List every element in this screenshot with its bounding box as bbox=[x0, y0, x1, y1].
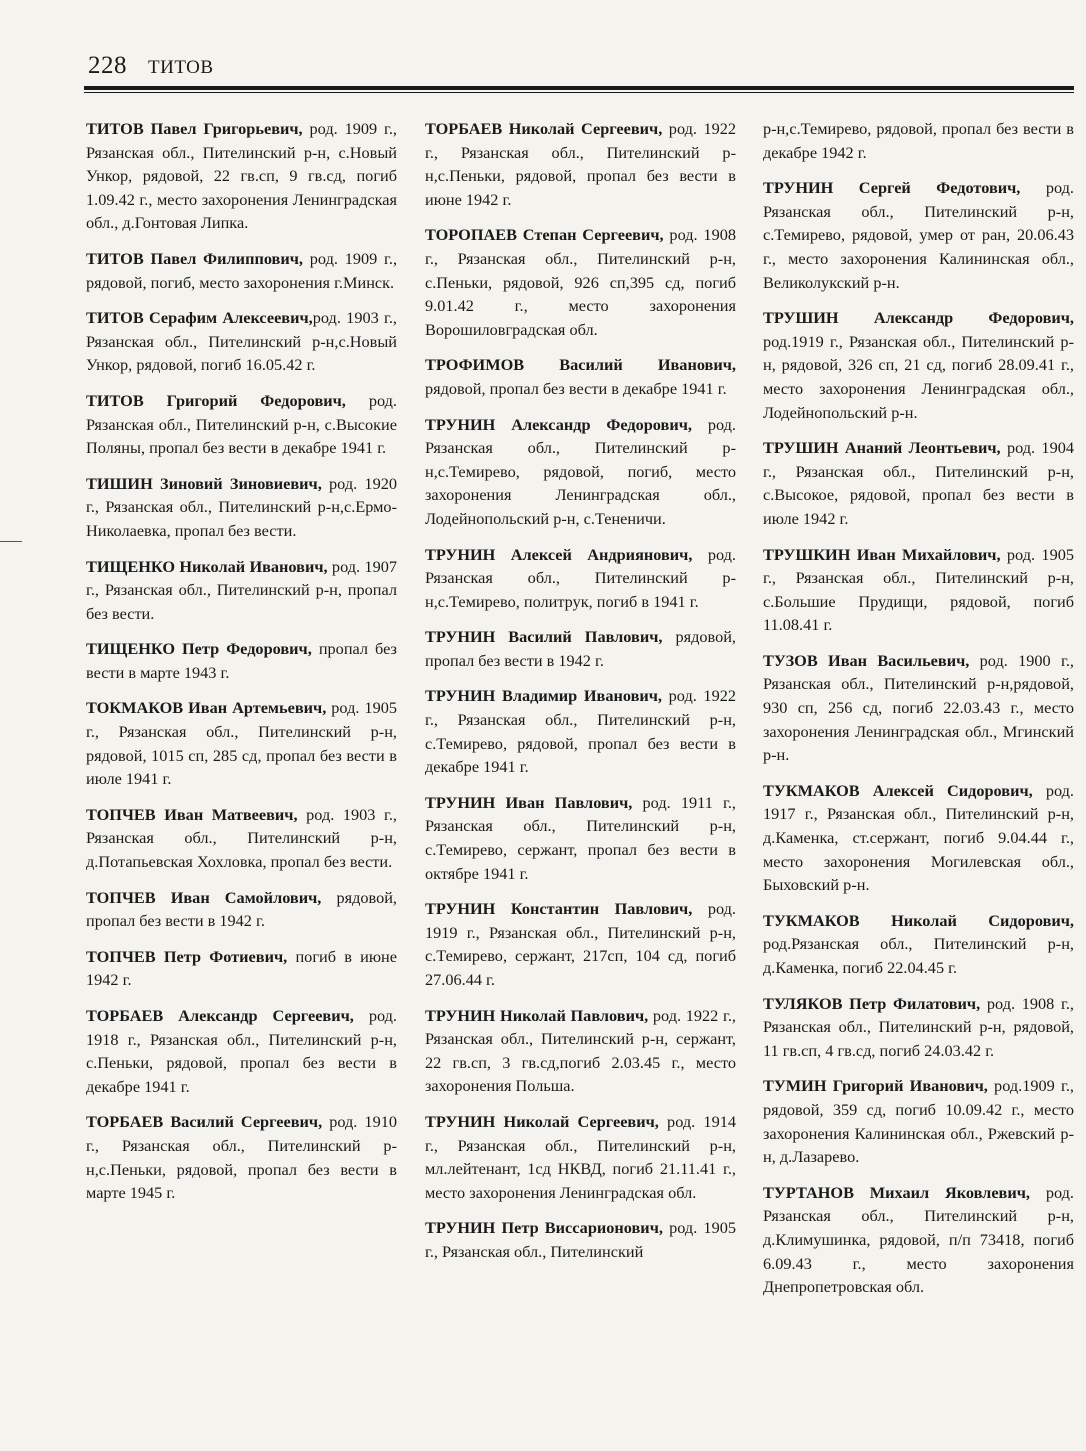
entry-name: ТРУНИН Николай Павлович, bbox=[425, 1005, 649, 1025]
entry bbox=[425, 353, 736, 400]
entry bbox=[763, 779, 1074, 897]
entry bbox=[86, 555, 397, 626]
entry bbox=[763, 992, 1074, 1063]
header-rule-thin bbox=[84, 92, 1074, 93]
entry-name: ТИТОВ Серафим Алексеевич, bbox=[86, 308, 313, 328]
entry-name: ТРУШИН Ананий Леонтьевич, bbox=[763, 438, 1001, 458]
entry bbox=[86, 886, 397, 933]
entry-name: ТИЩЕНКО Николай Иванович, bbox=[86, 556, 328, 576]
entry-name: ТРУНИН Владимир Иванович, bbox=[425, 686, 663, 706]
entry-text: род. 1914 г., Рязанская обл., Пителинский р-н, мл.лейтенант, 1сд НКВД, погиб 21.11.41 г., место захоронения Ленинградская обл. bbox=[425, 1111, 736, 1202]
entry bbox=[763, 117, 1074, 164]
entry-name: ТУКМАКОВ Николай Сидорович, bbox=[763, 910, 1074, 930]
entry bbox=[86, 306, 397, 377]
entry-name: ТУРТАНОВ Михаил Яковлевич, bbox=[763, 1182, 1030, 1202]
entry-text: род. 1903 г., Рязанская обл., Пителинский р-н, д.Потапьевская Хохловка, пропал без вести. bbox=[86, 804, 398, 872]
entry-name: ТИТОВ Павел Григорьевич, bbox=[86, 119, 303, 138]
entry-text: род. 1922 г., Рязанская обл., Пителинский р-н, сержант, 22 гв.сп, 3 гв.сд,погиб 2.03.45 г., место захоронения Польша. bbox=[425, 1005, 736, 1096]
entry bbox=[86, 1004, 397, 1098]
entry-name: ТРУНИН Иван Павлович, bbox=[425, 792, 633, 812]
entry-name: ТУКМАКОВ Алексей Сидорович, bbox=[763, 780, 1033, 800]
page-header bbox=[84, 52, 1072, 88]
entry bbox=[763, 306, 1074, 424]
entry bbox=[425, 791, 736, 885]
entry-text: род. 1917 г., Рязанская обл., Пителинский р-н, д.Каменка, ст.сержант, погиб 9.04.44 г., место захоронения Могилевская обл., Быховский р-н. bbox=[763, 780, 1074, 895]
entry bbox=[763, 436, 1074, 530]
entry bbox=[425, 1216, 736, 1263]
entry-name: ТОРБАЕВ Александр Сергеевич, bbox=[86, 1006, 354, 1025]
entry bbox=[425, 625, 736, 672]
entry bbox=[86, 945, 397, 992]
header-rule-thick bbox=[84, 86, 1074, 90]
entry-name: ТУМИН Григорий Иванович, bbox=[763, 1076, 988, 1096]
entry-name: ТУЛЯКОВ Петр Филатович, bbox=[763, 993, 981, 1013]
entry-name: ТРУНИН Василий Павлович, bbox=[425, 627, 663, 647]
entry bbox=[425, 413, 736, 531]
entry bbox=[425, 1110, 736, 1204]
entry-text: погиб в июне 1942 г. bbox=[86, 946, 397, 990]
entry-text: род. 1903 г., Рязанская обл., Пителинский р-н,с.Новый Ункор, рядовой, погиб 16.05.42 г. bbox=[86, 308, 397, 375]
entry-text: род. Рязанская обл., Пителинский р-н, д.Климушинка, рядовой, п/п 73418, погиб 6.09.43 г., место захоронения Днепропетровская обл. bbox=[763, 1182, 1074, 1297]
entry-text: род. 1909 г., Рязанская обл., Пителинский р-н, с.Новый Ункор, рядовой, 22 гв.сп, 9 гв.сд, погиб 1.09.42 г., место захоронения Ленинградская обл., д.Гонтовая Липка. bbox=[86, 119, 397, 233]
entry bbox=[425, 223, 736, 341]
entry bbox=[425, 117, 736, 211]
entry-text: род. 1920 г., Рязанская обл., Пителинский р-н,с.Ермо-Николаевка, пропал без вести. bbox=[86, 473, 397, 540]
entry-name: ТРУНИН Константин Павлович, bbox=[425, 899, 693, 919]
entry bbox=[425, 1004, 736, 1098]
entry-name: ТИШИН Зиновий Зиновиевич, bbox=[86, 473, 322, 493]
entry bbox=[763, 649, 1074, 767]
entry bbox=[86, 117, 397, 235]
margin-mark bbox=[0, 541, 22, 542]
entry-text: род. 1918 г., Рязанская обл., Пителинский р-н, с.Пеньки, рядовой, пропал без вести в декабре 1941 г. bbox=[86, 1006, 397, 1096]
entry-name: ТИТОВ Павел Филиппович, bbox=[86, 248, 303, 268]
entry-name: ТОПЧЕВ Иван Матвеевич, bbox=[86, 804, 298, 824]
entry-text: р-н,с.Темирево, рядовой, пропал без вести в декабре 1942 г. bbox=[763, 119, 1074, 162]
entry-name: ТРУШИН Александр Федорович, bbox=[763, 308, 1074, 328]
entry bbox=[86, 472, 397, 543]
entry-text: род.Рязанская обл., Пителинский р-н, д.Каменка, погиб 22.04.45 г. bbox=[763, 934, 1074, 977]
entry-text: род. 1919 г., Рязанская обл., Пителинский р-н, с.Темирево, сержант, 217сп, 104 сд, погиб 27.06.44 г. bbox=[425, 899, 736, 989]
entry bbox=[86, 247, 397, 294]
entry-name: ТРУНИН Александр Федорович, bbox=[425, 414, 692, 434]
entry-text: род. 1922 г., Рязанская обл., Пителинский р-н,с.Пеньки, рядовой, пропал без вести в июне 1942 г. bbox=[425, 119, 737, 209]
entry-name: ТИЩЕНКО Петр Федорович, bbox=[86, 639, 312, 659]
entry bbox=[763, 909, 1074, 980]
entry-name: ТРУНИН Петр Виссарионович, bbox=[425, 1218, 663, 1238]
entry bbox=[425, 897, 736, 991]
entry-text: род. Рязанская обл., Пителинский р-н,с.Темирево, рядовой, погиб, место захоронения Ленинградская обл., Лодейнопольский р-н, с.Тененичи. bbox=[425, 414, 736, 528]
entry-text: род. 1909 г., рядовой, погиб, место захоронения г.Минск. bbox=[86, 248, 398, 292]
entry bbox=[763, 176, 1074, 294]
entry-text: пропал без вести в марте 1943 г. bbox=[86, 639, 397, 682]
entry-name: ТРОФИМОВ Василий Иванович, bbox=[425, 355, 736, 375]
entry-text: рядовой, пропал без вести в 1942 г. bbox=[86, 887, 398, 931]
entry-text: род. 1922 г., Рязанская обл., Пителинский р-н, с.Темирево, рядовой, пропал без вести в декабре 1941 г. bbox=[425, 686, 736, 777]
running-head: ТИТОВ bbox=[148, 57, 214, 78]
entry-name: ТОПЧЕВ Петр Фотиевич, bbox=[86, 946, 288, 966]
entry-text: род. 1905 г., Рязанская обл., Пителинский bbox=[425, 1218, 736, 1261]
entry-name: ТОРОПАЕВ Степан Сергеевич, bbox=[425, 225, 664, 245]
column-2 bbox=[425, 117, 736, 1276]
entry-text: род. 1908 г., Рязанская обл., Пителинский р-н, рядовой, 11 гв.сп, 4 гв.сд, погиб 24.03.42 г. bbox=[763, 993, 1075, 1060]
entry-text: род. 1911 г., Рязанская обл., Пителинский р-н, с.Темирево, сержант, пропал без вести в октябре 1941 г. bbox=[425, 792, 736, 883]
column-1 bbox=[86, 117, 397, 1217]
entry-text: род. 1908 г., Рязанская обл., Пителинский р-н, с.Пеньки, рядовой, 926 сп,395 сд, погиб 9.01.42 г., место захоронения Ворошиловградская обл. bbox=[425, 225, 736, 339]
entry-name: ТРУНИН Алексей Андриянович, bbox=[425, 544, 693, 564]
entry-name: ТУЗОВ Иван Васильевич, bbox=[763, 650, 970, 670]
entry bbox=[86, 637, 397, 684]
entry bbox=[763, 1074, 1074, 1168]
entry-text: род. Рязанская обл., Пителинский р-н, с.Темирево, рядовой, умер от ран, 20.06.43 г., место захоронения Калининская обл., Великолукский р-н. bbox=[763, 178, 1074, 292]
entry-name: ТРУНИН Сергей Федотович, bbox=[763, 178, 1021, 198]
entry-text: род. 1910 г., Рязанская обл., Пителинский р-н,с.Пеньки, рядовой, пропал без вести в марте 1945 г. bbox=[86, 1112, 397, 1203]
entry bbox=[86, 803, 397, 874]
entry bbox=[86, 389, 397, 460]
entry-name: ТРУНИН Николай Сергеевич, bbox=[425, 1111, 659, 1131]
entry bbox=[425, 543, 736, 614]
entry-text: род. Рязанская обл., Пителинский р-н, с.Высокие Поляны, пропал без вести в декабре 1941 г. bbox=[86, 390, 397, 458]
entry-text: род. 1905 г., Рязанская обл., Пителинский р-н, с.Большие Прудищи, рядовой, погиб 11.08.41 г. bbox=[763, 544, 1074, 635]
entry-text: род. 1904 г., Рязанская обл., Пителинский р-н, с.Высокое, рядовой, пропал без вести в июле 1942 г. bbox=[763, 438, 1074, 528]
entry-text: род. 1905 г., Рязанская обл., Пителинский р-н, рядовой, 1015 сп, 285 сд, пропал без вести в июле 1941 г. bbox=[86, 698, 397, 789]
entry-name: ТОРБАЕВ Василий Сергеевич, bbox=[86, 1112, 323, 1132]
entry bbox=[763, 1181, 1074, 1299]
page-number: 228 bbox=[88, 52, 127, 79]
entry-name: ТОРБАЕВ Николай Сергеевич, bbox=[425, 119, 663, 138]
column-3 bbox=[763, 117, 1074, 1311]
entry bbox=[763, 543, 1074, 637]
entry bbox=[86, 696, 397, 790]
entry bbox=[425, 684, 736, 778]
entry-name: ТОПЧЕВ Иван Самойлович, bbox=[86, 887, 322, 907]
entry-text: род. 1900 г., Рязанская обл., Пителинский р-н,рядовой, 930 сп, 256 сд, погиб 22.03.43 г., место захоронения Ленинградская обл., Мгинский р-н. bbox=[763, 650, 1074, 765]
entry-text: род. 1907 г., Рязанская обл., Пителинский р-н, пропал без вести. bbox=[86, 556, 397, 623]
entry-name: ТИТОВ Григорий Федорович, bbox=[86, 390, 346, 410]
entry bbox=[86, 1110, 397, 1204]
entry-name: ТОКМАКОВ Иван Артемьевич, bbox=[86, 698, 327, 718]
entry-text: род.1919 г., Рязанская обл., Пителинский р-н, рядовой, 326 сп, 21 сд, погиб 28.09.41 г., место захоронения Ленинградская обл., Лодейнопольский р-н. bbox=[763, 331, 1074, 422]
entry-text: род. Рязанская обл., Пителинский р-н,с.Темирево, политрук, погиб в 1941 г. bbox=[425, 544, 736, 611]
entry-text: род.1909 г., рядовой, 359 сд, погиб 10.09.42 г., место захоронения Калининская обл., Ржевский р-н, д.Лазарево. bbox=[763, 1076, 1074, 1167]
entry-text: рядовой, пропал без вести в 1942 г. bbox=[425, 627, 736, 670]
entry-text: рядовой, пропал без вести в декабре 1941 г. bbox=[425, 378, 727, 398]
entry-name: ТРУШКИН Иван Михайлович, bbox=[763, 544, 1001, 564]
